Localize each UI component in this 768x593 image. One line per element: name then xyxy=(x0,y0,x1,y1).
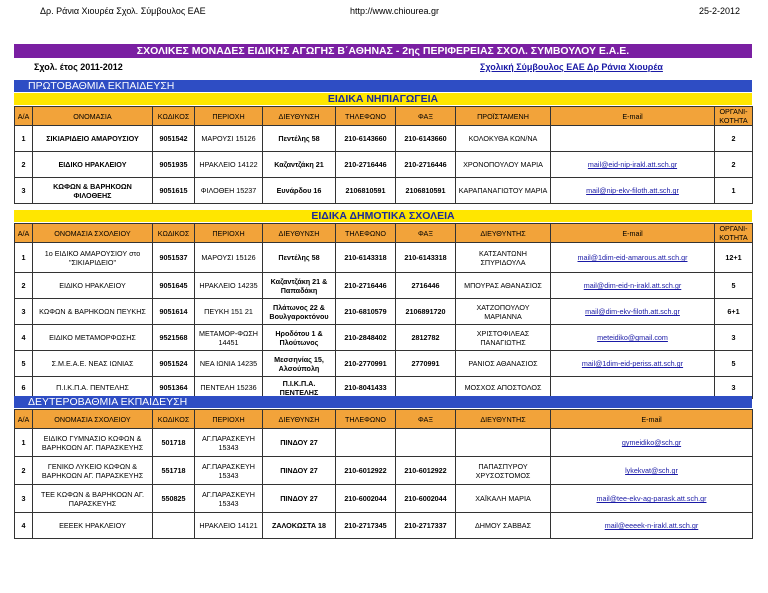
table-cell: 2 xyxy=(15,457,33,485)
table-cell: 4 xyxy=(15,513,33,539)
table-cell: 2106810591 xyxy=(396,178,456,204)
elementary-schools-table xyxy=(14,223,753,399)
table-cell: ΗΡΑΚΛΕΙΟ 14235 xyxy=(195,273,263,299)
column-header: ΟΝΟΜΑΣΙΑ ΣΧΟΛΕΙΟΥ xyxy=(33,410,153,429)
table-row xyxy=(15,485,753,513)
table-cell: ΜΑΡΟΥΣΙ 15126 xyxy=(195,126,263,152)
table-cell: ΕΙΔΙΚΟ ΜΕΤΑΜΟΡΦΩΣΗΣ xyxy=(33,325,153,351)
table-cell: ΑΓ.ΠΑΡΑΣΚΕΥΗ 15343 xyxy=(195,457,263,485)
table-row xyxy=(15,457,753,485)
table-cell: 210-6143660 xyxy=(396,126,456,152)
table-cell: 2 xyxy=(15,273,33,299)
table-cell: ΚΑΡΑΠΑΝΑΓΙΩΤΟΥ ΜΑΡΙΑ xyxy=(456,178,551,204)
table-cell: Πλάτωνος 22 & Βουλγαροκτόνου xyxy=(263,299,336,325)
table-cell: 9051364 xyxy=(153,377,195,399)
table-row xyxy=(15,325,753,351)
table-cell: 501718 xyxy=(153,429,195,457)
table-cell: Π.Ι.Κ.Π.Α. ΠΕΝΤΕΛΗΣ xyxy=(33,377,153,399)
table-cell: Σ.Μ.Ε.Α.Ε. ΝΕΑΣ ΙΩΝΙΑΣ xyxy=(33,351,153,377)
table-cell: 12+1 xyxy=(715,243,753,273)
table-cell: 5 xyxy=(715,351,753,377)
school-year: Σχολ. έτος 2011-2012 xyxy=(34,62,123,72)
column-header: ΦΑΞ xyxy=(396,410,456,429)
table-row xyxy=(15,126,753,152)
column-header: ΟΡΓΑΝΙ-ΚΟΤΗΤΑ xyxy=(715,224,753,243)
table-cell: ΠΕΥΚΗ 151 21 xyxy=(195,299,263,325)
table-cell: 9051614 xyxy=(153,299,195,325)
table-cell: ΚΟΛΟΚΥΘΑ ΚΩΝ/ΝΑ xyxy=(456,126,551,152)
column-header: ΠΕΡΙΟΧΗ xyxy=(195,107,263,126)
table-cell: ΔΗΜΟΥ ΣΑΒΒΑΣ xyxy=(456,513,551,539)
table-row xyxy=(15,299,753,325)
table-cell: ΚΩΦΩΝ & ΒΑΡΗΚΟΩΝ ΠΕΥΚΗΣ xyxy=(33,299,153,325)
table-cell: ΗΡΑΚΛΕΙΟ 14122 xyxy=(195,152,263,178)
table-cell: 1 xyxy=(15,243,33,273)
table-cell: 210-6002044 xyxy=(336,485,396,513)
email-link xyxy=(551,126,715,152)
table-cell: ΠΕΝΤΕΛΗ 15236 xyxy=(195,377,263,399)
column-header: E-mail xyxy=(551,410,753,429)
table-cell: 3 xyxy=(715,377,753,399)
column-header: ΚΩΔΙΚΟΣ xyxy=(153,107,195,126)
table-cell: 210-2716446 xyxy=(396,152,456,178)
table-cell: 3 xyxy=(15,485,33,513)
column-header: ΠΕΡΙΟΧΗ xyxy=(195,410,263,429)
table-cell: ΓΕΝΙΚΟ ΛΥΚΕΙΟ ΚΩΦΩΝ & ΒΑΡΗΚΟΩΝ ΑΓ. ΠΑΡΑΣΚΕΥΗΣ xyxy=(33,457,153,485)
table-cell: ΑΓ.ΠΑΡΑΣΚΕΥΗ 15343 xyxy=(195,429,263,457)
table-cell: 2812782 xyxy=(396,325,456,351)
column-header: ΟΡΓΑΝΙ-ΚΟΤΗΤΑ xyxy=(715,107,753,126)
table-cell: ΤΕΕ ΚΩΦΩΝ & ΒΑΡΗΚΟΩΝ ΑΓ. ΠΑΡΑΣΚΕΥΗΣ xyxy=(33,485,153,513)
table-cell: 210-2770991 xyxy=(336,351,396,377)
column-header: ΚΩΔΙΚΟΣ xyxy=(153,224,195,243)
table-cell: ΧΡΟΝΟΠΟΥΛΟΥ ΜΑΡΙΑ xyxy=(456,152,551,178)
table-cell: ΠΙΝΔΟΥ 27 xyxy=(263,457,336,485)
page-header-url[interactable]: http://www.chiourea.gr xyxy=(350,6,440,16)
table-cell: ΕΙΔΙΚΟ ΗΡΑΚΛΕΙΟΥ xyxy=(33,152,153,178)
email-link[interactable]: mail@eeeek-n-irakl.att.sch.gr xyxy=(551,513,753,539)
table-row xyxy=(15,351,753,377)
table-cell: 2770991 xyxy=(396,351,456,377)
table-cell: 3 xyxy=(715,325,753,351)
table-row xyxy=(15,273,753,299)
email-link[interactable]: mail@dim-eid-n-irakl.att.sch.gr xyxy=(551,273,715,299)
column-header: E-mail xyxy=(551,107,715,126)
email-link[interactable]: lykekvat@sch.gr xyxy=(551,457,753,485)
table-cell: 2 xyxy=(715,126,753,152)
table-cell: Καζαντζάκη 21 & Παπαδάκη xyxy=(263,273,336,299)
table-cell: 6 xyxy=(15,377,33,399)
table-cell: 1ο ΕΙΔΙΚΟ ΑΜΑΡΟΥΣΙΟΥ στο "ΣΙΚΙΑΡΙΔΕΙΟ" xyxy=(33,243,153,273)
column-header: ΤΗΛΕΦΩΝΟ xyxy=(336,224,396,243)
table-cell: ΜΕΤΑΜΟΡ-ΦΩΣΗ 14451 xyxy=(195,325,263,351)
column-header: Α/Α xyxy=(15,224,33,243)
table-cell: 4 xyxy=(15,325,33,351)
table-header-row xyxy=(15,107,753,126)
table-cell: Ηροδότου 1 & Πλούτωνος xyxy=(263,325,336,351)
email-link[interactable]: meteidiko@gmail.com xyxy=(551,325,715,351)
column-header: ΤΗΛΕΦΩΝΟ xyxy=(336,410,396,429)
table-cell: ΜΑΡΟΥΣΙ 15126 xyxy=(195,243,263,273)
email-link[interactable]: mail@1dim-eid-amarous.att.sch.gr xyxy=(551,243,715,273)
table-cell: Πεντέλης 58 xyxy=(263,243,336,273)
table-cell: 210-2848402 xyxy=(336,325,396,351)
table-cell: ΧΡΙΣΤΟΦΙΛΕΑΣ ΠΑΝΑΓΙΩΤΗΣ xyxy=(456,325,551,351)
table-cell: ΜΠΟΥΡΑΣ ΑΘΑΝΑΣΙΟΣ xyxy=(456,273,551,299)
table-cell: 210-6002044 xyxy=(396,485,456,513)
table-cell xyxy=(396,429,456,457)
table-cell: 210-2717337 xyxy=(396,513,456,539)
document-title: ΣΧΟΛΙΚΕΣ ΜΟΝΑΔΕΣ ΕΙΔΙΚΗΣ ΑΓΩΓΗΣ Β΄ΑΘΗΝΑΣ - 2ης ΠΕΡΙΦΕΡΕΙΑΣ ΣΧΟΛ. ΣΥΜΒΟΥΛΟΥ Ε.Α.Ε. xyxy=(14,44,752,58)
table-cell: ΧΑΪΚΑΛΗ ΜΑΡΙΑ xyxy=(456,485,551,513)
table-cell: ΑΓ.ΠΑΡΑΣΚΕΥΗ 15343 xyxy=(195,485,263,513)
column-header: ΔΙΕΥΘΥΝΣΗ xyxy=(263,107,336,126)
table-cell: ΠΙΝΔΟΥ 27 xyxy=(263,485,336,513)
table-row xyxy=(15,513,753,539)
table-cell: 2 xyxy=(715,152,753,178)
column-header: ΔΙΕΥΘΥΝΣΗ xyxy=(263,224,336,243)
table-cell: 9051537 xyxy=(153,243,195,273)
table-cell xyxy=(153,513,195,539)
table-cell: 9051524 xyxy=(153,351,195,377)
table-cell: 1 xyxy=(15,126,33,152)
table-cell: ΖΑΛΟΚΩΣΤΑ 18 xyxy=(263,513,336,539)
column-header: Α/Α xyxy=(15,410,33,429)
email-link[interactable]: mail@tee-ekv-ag-parask.att.sch.gr xyxy=(551,485,753,513)
table-cell: 210-6012922 xyxy=(396,457,456,485)
table-cell: 210-6143318 xyxy=(336,243,396,273)
table-cell: Π.Ι.Κ.Π.Α. ΠΕΝΤΕΛΗΣ xyxy=(263,377,336,399)
column-header: ΠΕΡΙΟΧΗ xyxy=(195,224,263,243)
table-cell: 5 xyxy=(715,273,753,299)
table-header-row xyxy=(15,224,753,243)
table-cell xyxy=(456,429,551,457)
column-header: Α/Α xyxy=(15,107,33,126)
email-link[interactable]: mail@1dim-eid-periss.att.sch.gr xyxy=(551,351,715,377)
kindergartens-table xyxy=(14,106,753,204)
table-cell: 210-2716446 xyxy=(336,273,396,299)
table-cell: Καζαντζάκη 21 xyxy=(263,152,336,178)
table-cell: ΕΕΕΕΚ ΗΡΑΚΛΕΙΟΥ xyxy=(33,513,153,539)
column-header: ΔΙΕΥΘΥΝΤΗΣ xyxy=(456,224,551,243)
table-cell: 210-6012922 xyxy=(336,457,396,485)
table-row xyxy=(15,243,753,273)
table-cell: ΠΑΠΑΣΠΥΡΟΥ ΧΡΥΣΟΣΤΟΜΟΣ xyxy=(456,457,551,485)
table-cell: 210-2717345 xyxy=(336,513,396,539)
table-cell: 210-6143318 xyxy=(396,243,456,273)
table-cell: 2 xyxy=(15,152,33,178)
table-cell: 210-2716446 xyxy=(336,152,396,178)
table-cell: ΗΡΑΚΛΕΙΟ 14121 xyxy=(195,513,263,539)
table-cell: 2106810591 xyxy=(336,178,396,204)
table-row xyxy=(15,178,753,204)
column-header: ΔΙΕΥΘΥΝΣΗ xyxy=(263,410,336,429)
table-cell: ΕΙΔΙΚΟ ΓΥΜΝΑΣΙΟ ΚΩΦΩΝ & ΒΑΡΗΚΟΩΝ ΑΓ. ΠΑΡΑΣΚΕΥΗΣ xyxy=(33,429,153,457)
table-cell: Ευνάρδου 16 xyxy=(263,178,336,204)
table-cell: ΕΙΔΙΚΟ ΗΡΑΚΛΕΙΟΥ xyxy=(33,273,153,299)
table-cell: 9521568 xyxy=(153,325,195,351)
table-cell: ΧΑΤΖΟΠΟΥΛΟΥ ΜΑΡΙΑΝΝΑ xyxy=(456,299,551,325)
email-link[interactable]: mail@nip-ekv-filoth.att.sch.gr xyxy=(551,178,715,204)
column-header: ΠΡΟΪΣΤΑΜΕΝΗ xyxy=(456,107,551,126)
table-header-row xyxy=(15,410,753,429)
secondary-education-bar: ΔΕΥΤΕΡΟΒΑΘΜΙΑ ΕΚΠΑΙΔΕΥΣΗ xyxy=(14,396,752,408)
column-header: ΤΗΛΕΦΩΝΟ xyxy=(336,107,396,126)
table-cell: ΚΩΦΩΝ & ΒΑΡΗΚΟΩΝ ΦΙΛΟΘΕΗΣ xyxy=(33,178,153,204)
table-cell: Μεσσηνίας 15, Αλσούπολη xyxy=(263,351,336,377)
advisor-link[interactable]: Σχολική Σύμβουλος ΕΑΕ Δρ Ράνια Χιουρέα xyxy=(480,62,663,72)
table-cell: 9051935 xyxy=(153,152,195,178)
column-header: E-mail xyxy=(551,224,715,243)
kindergartens-section-title: ΕΙΔΙΚΑ ΝΗΠΙΑΓΩΓΕΙΑ xyxy=(14,93,752,105)
table-cell: ΣΙΚΙΑΡΙΔΕΙΟ ΑΜΑΡΟΥΣΙΟΥ xyxy=(33,126,153,152)
table-cell: 210-6810579 xyxy=(336,299,396,325)
table-cell: ΠΙΝΔΟΥ 27 xyxy=(263,429,336,457)
table-cell: 1 xyxy=(15,429,33,457)
table-cell: 1 xyxy=(715,178,753,204)
secondary-schools-table xyxy=(14,409,753,539)
table-cell: Πεντέλης 58 xyxy=(263,126,336,152)
table-cell: ΦΙΛΟΘΕΗ 15237 xyxy=(195,178,263,204)
column-header: ΟΝΟΜΑΣΙΑ xyxy=(33,107,153,126)
table-cell: 2716446 xyxy=(396,273,456,299)
table-row xyxy=(15,429,753,457)
elementary-section-title: ΕΙΔΙΚΑ ΔΗΜΟΤΙΚΑ ΣΧΟΛΕΙΑ xyxy=(14,210,752,222)
table-cell: 3 xyxy=(15,178,33,204)
table-cell xyxy=(336,429,396,457)
table-cell: 5 xyxy=(15,351,33,377)
table-cell: 9051542 xyxy=(153,126,195,152)
table-cell: 210-6143660 xyxy=(336,126,396,152)
email-link[interactable]: mail@dim-ekv-filoth.att.sch.gr xyxy=(551,299,715,325)
table-row xyxy=(15,152,753,178)
table-cell: ΡΑΝΙΟΣ ΑΘΑΝΑΣΙΟΣ xyxy=(456,351,551,377)
page-header-author: Δρ. Ράνια Χιουρέα Σχολ. Σύμβουλος ΕΑΕ xyxy=(40,6,206,16)
table-cell: ΝΕΑ ΙΩΝΙΑ 14235 xyxy=(195,351,263,377)
email-link[interactable]: gymeidiko@sch.gr xyxy=(551,429,753,457)
table-cell: 9051615 xyxy=(153,178,195,204)
table-cell: 550825 xyxy=(153,485,195,513)
email-link[interactable]: mail@eid-nip-irakl.att.sch.gr xyxy=(551,152,715,178)
table-cell: 3 xyxy=(15,299,33,325)
primary-education-bar: ΠΡΩΤΟΒΑΘΜΙΑ ΕΚΠΑΙΔΕΥΣΗ xyxy=(14,80,752,92)
column-header: ΦΑΞ xyxy=(396,107,456,126)
table-cell: 210-8041433 xyxy=(336,377,396,399)
table-cell: 2106891720 xyxy=(396,299,456,325)
table-cell: 551718 xyxy=(153,457,195,485)
column-header: ΚΩΔΙΚΟΣ xyxy=(153,410,195,429)
page-header-date: 25-2-2012 xyxy=(698,6,740,16)
column-header: ΔΙΕΥΘΥΝΤΗΣ xyxy=(456,410,551,429)
column-header: ΦΑΞ xyxy=(396,224,456,243)
table-cell: ΜΟΣΧΟΣ ΑΠΟΣΤΟΛΟΣ xyxy=(456,377,551,399)
table-cell: 6+1 xyxy=(715,299,753,325)
table-cell: 9051645 xyxy=(153,273,195,299)
table-cell: ΚΑΤΣΑΝΤΩΝΗ ΣΠΥΡΙΔΟΥΛΑ xyxy=(456,243,551,273)
column-header: ΟΝΟΜΑΣΙΑ ΣΧΟΛΕΙΟΥ xyxy=(33,224,153,243)
